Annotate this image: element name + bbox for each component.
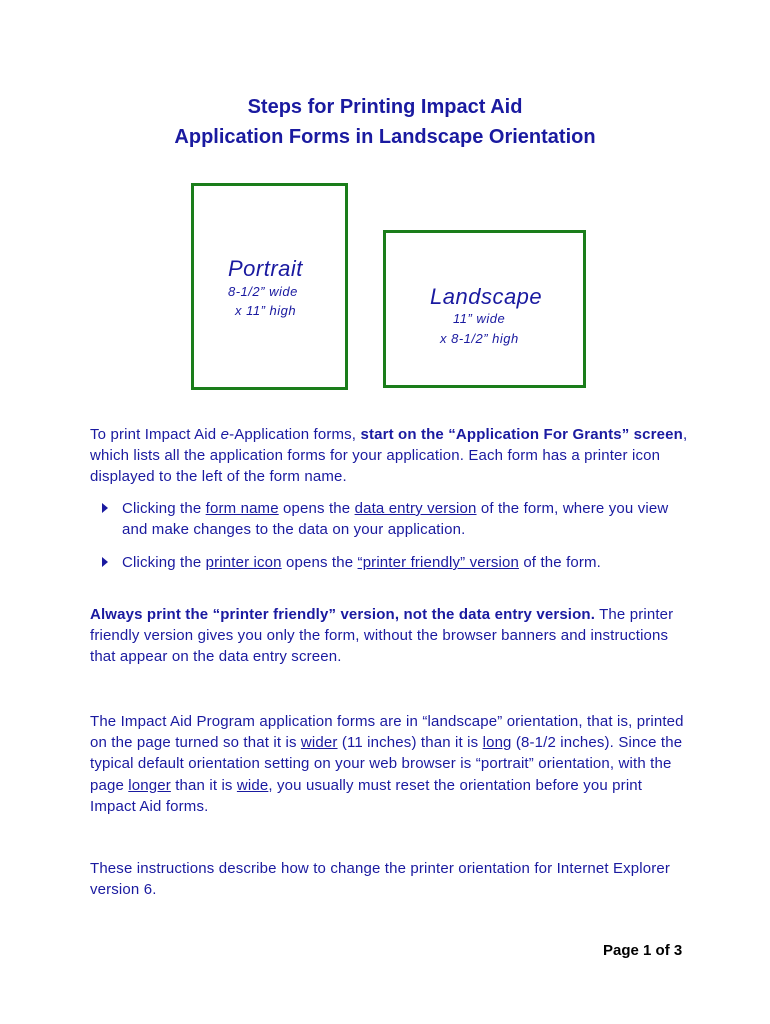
orientation-text-b: (11 inches) than it is: [337, 734, 483, 752]
bullet-arrow-icon: [102, 557, 108, 567]
instructions-paragraph: These instructions describe how to change the printer orientation for Internet Explorer version 6.: [90, 860, 671, 899]
bullet1-text-c: of the form, where you view and make changes to the data on your application.: [122, 500, 669, 539]
wide-term: wide: [236, 776, 269, 794]
page-title: [0, 92, 770, 152]
intro-text-b: -Application forms,: [229, 426, 361, 443]
portrait-diagram-box: [191, 183, 348, 390]
orientation-text-a: The Impact Aid Program application forms are in “landscape” orientation, that is, printed on the page turned so that it is: [90, 713, 684, 752]
intro-text-c: , which lists all the application forms for your application. Each form has a printer icon displayed to the left of the form name.: [90, 426, 688, 486]
bullet2-text-b: opens the: [281, 554, 358, 571]
title-line-1: Steps for Printing Impact Aid: [247, 96, 523, 118]
always-print-rest: The printer friendly version gives you only the form, without the browser banners and instructions that appear on the data entry screen.: [90, 606, 674, 666]
landscape-width: 11” wide: [453, 311, 506, 326]
landscape-height: x 8-1/2” high: [440, 331, 519, 346]
title-line-2: Application Forms in Landscape Orientation: [174, 126, 596, 148]
bullet-arrow-icon: [102, 503, 108, 513]
portrait-width: 8-1/2” wide: [228, 284, 298, 299]
longer-term: longer: [128, 776, 171, 794]
form-name-term: form name: [205, 500, 279, 517]
long-term: long: [482, 734, 512, 752]
orientation-paragraph: [90, 711, 690, 817]
page-number: Page 1 of 3: [603, 942, 683, 959]
intro-text-bold: start on the “Application For Grants” screen: [360, 426, 683, 443]
wider-term: wider: [300, 734, 338, 752]
landscape-label: Landscape: [430, 284, 543, 309]
landscape-diagram-box: [383, 230, 586, 388]
bullet1-text-a: Clicking the: [122, 500, 206, 517]
always-print-bold: Always print the “printer friendly” version, not the data entry version.: [90, 606, 596, 623]
orientation-text-d: than it is: [170, 776, 237, 794]
bullet1-text-b: opens the: [278, 500, 355, 517]
bullet2-text-c: of the form.: [519, 554, 601, 571]
always-print-paragraph: [90, 604, 690, 668]
bullet2-text-a: Clicking the: [122, 554, 206, 571]
orientation-text-e: , you usually must reset the orientation before you print Impact Aid forms.: [90, 776, 643, 815]
printer-icon-term: printer icon: [205, 554, 282, 571]
intro-paragraph: [90, 424, 690, 488]
printer-friendly-version-term: “printer friendly” version: [357, 554, 519, 571]
intro-text-e: e: [220, 426, 230, 443]
bullet-text: [122, 498, 692, 540]
portrait-label: Portrait: [228, 256, 303, 281]
intro-text-a: To print Impact Aid: [90, 426, 221, 443]
bullet-text: [122, 552, 692, 573]
orientation-text-c: (8-1/2 inches). Since the typical default orientation setting on your web browser is “portrait” orientation, with the page: [90, 734, 683, 794]
portrait-height: x 11” high: [235, 303, 297, 318]
data-entry-version-term: data entry version: [354, 500, 477, 517]
